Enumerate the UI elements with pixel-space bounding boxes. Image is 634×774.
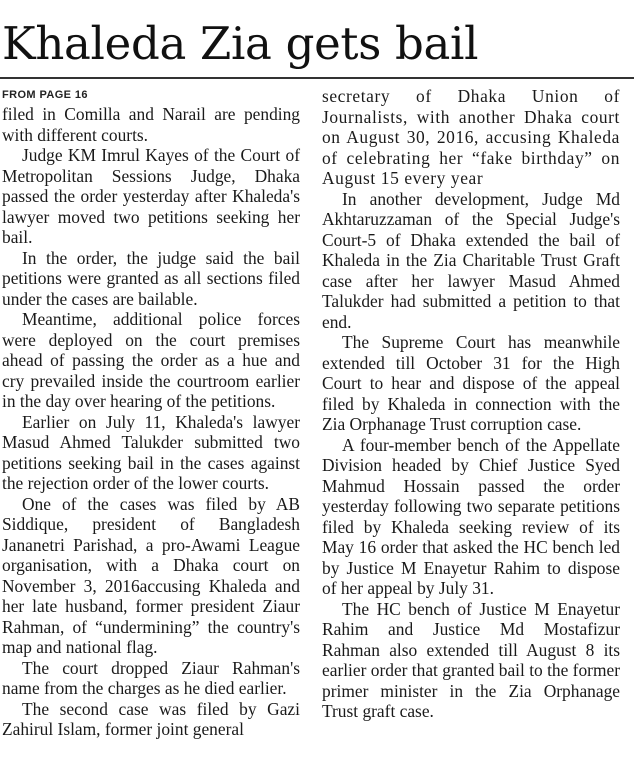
headline: Khaleda Zia gets bail [2,17,479,70]
paragraph: The second case was filed by Gazi Zahirul Islam, former joint general [2,698,300,739]
paragraph: A four-member bench of the Appellate Division headed by Chief Justice Syed Mahmud Hossain passed the order yesterday following two separate petitions filed by Khaleda seeking review of its May 16 order that asked the HC bench led by Justice M Enayetur Rahim to dispose of her appeal by July 31. [322,434,620,598]
paragraph: Meantime, additional police forces were deployed on the court premises ahead of passing the order as a hue and cry prevailed inside the courtroom earlier in the day over hearing of the petitions. [2,309,300,411]
paragraph: Earlier on July 11, Khaleda's lawyer Masud Ahmed Talukder submitted two petitions seeking bail in the cases against the rejection order of the lower courts. [2,411,300,493]
paragraph: secretary of Dhaka Union of Journalists, with another Dhaka court on August 30, 2016, accusing Khaleda of celebrating her “fake birthday” on August 15 every year [322,86,620,188]
paragraph: The Supreme Court has meanwhile extended till October 31 for the High Court to hear and dispose of the appeal filed by Khaleda in connection with the Zia Orphanage Trust corruption case. [322,332,620,434]
article-column-right [322,86,620,722]
paragraph: The court dropped Ziaur Rahman's name from the charges as he died earlier. [2,657,300,698]
headline-divider [0,77,634,79]
paragraph: In the order, the judge said the bail petitions were granted as all sections filed under the cases are bailable. [2,247,300,309]
article-column-left [2,86,300,740]
dateline: FROM PAGE 16 [2,89,88,101]
paragraph: In another development, Judge Md Akhtaruzzaman of the Special Judge's Court-5 of Dhaka extended the bail of Khaleda in the Zia Charitable Trust Graft case after her lawyer Masud Ahmed Talukder had submitted a petition to that end. [322,188,620,332]
paragraph: Judge KM Imrul Kayes of the Court of Metropolitan Sessions Judge, Dhaka passed the order yesterday after Khaleda's lawyer moved two petitions seeking her bail. [2,145,300,247]
paragraph: filed in Comilla and Narail are pending with different courts. [2,104,300,145]
paragraph: The HC bench of Justice M Enayetur Rahim and Justice Md Mostafizur Rahman also extended till August 8 its earlier order that granted bail to the former primer minister in the Zia Orphanage Trust graft case. [322,598,620,721]
paragraph: One of the cases was filed by AB Siddique, president of Bangladesh Jananetri Parishad, a pro-Awami League organisation, with a Dhaka court on November 3, 2016accusing Khaleda and her late husband, former president Ziaur Rahman, of “undermining” the country's map and national flag. [2,493,300,657]
